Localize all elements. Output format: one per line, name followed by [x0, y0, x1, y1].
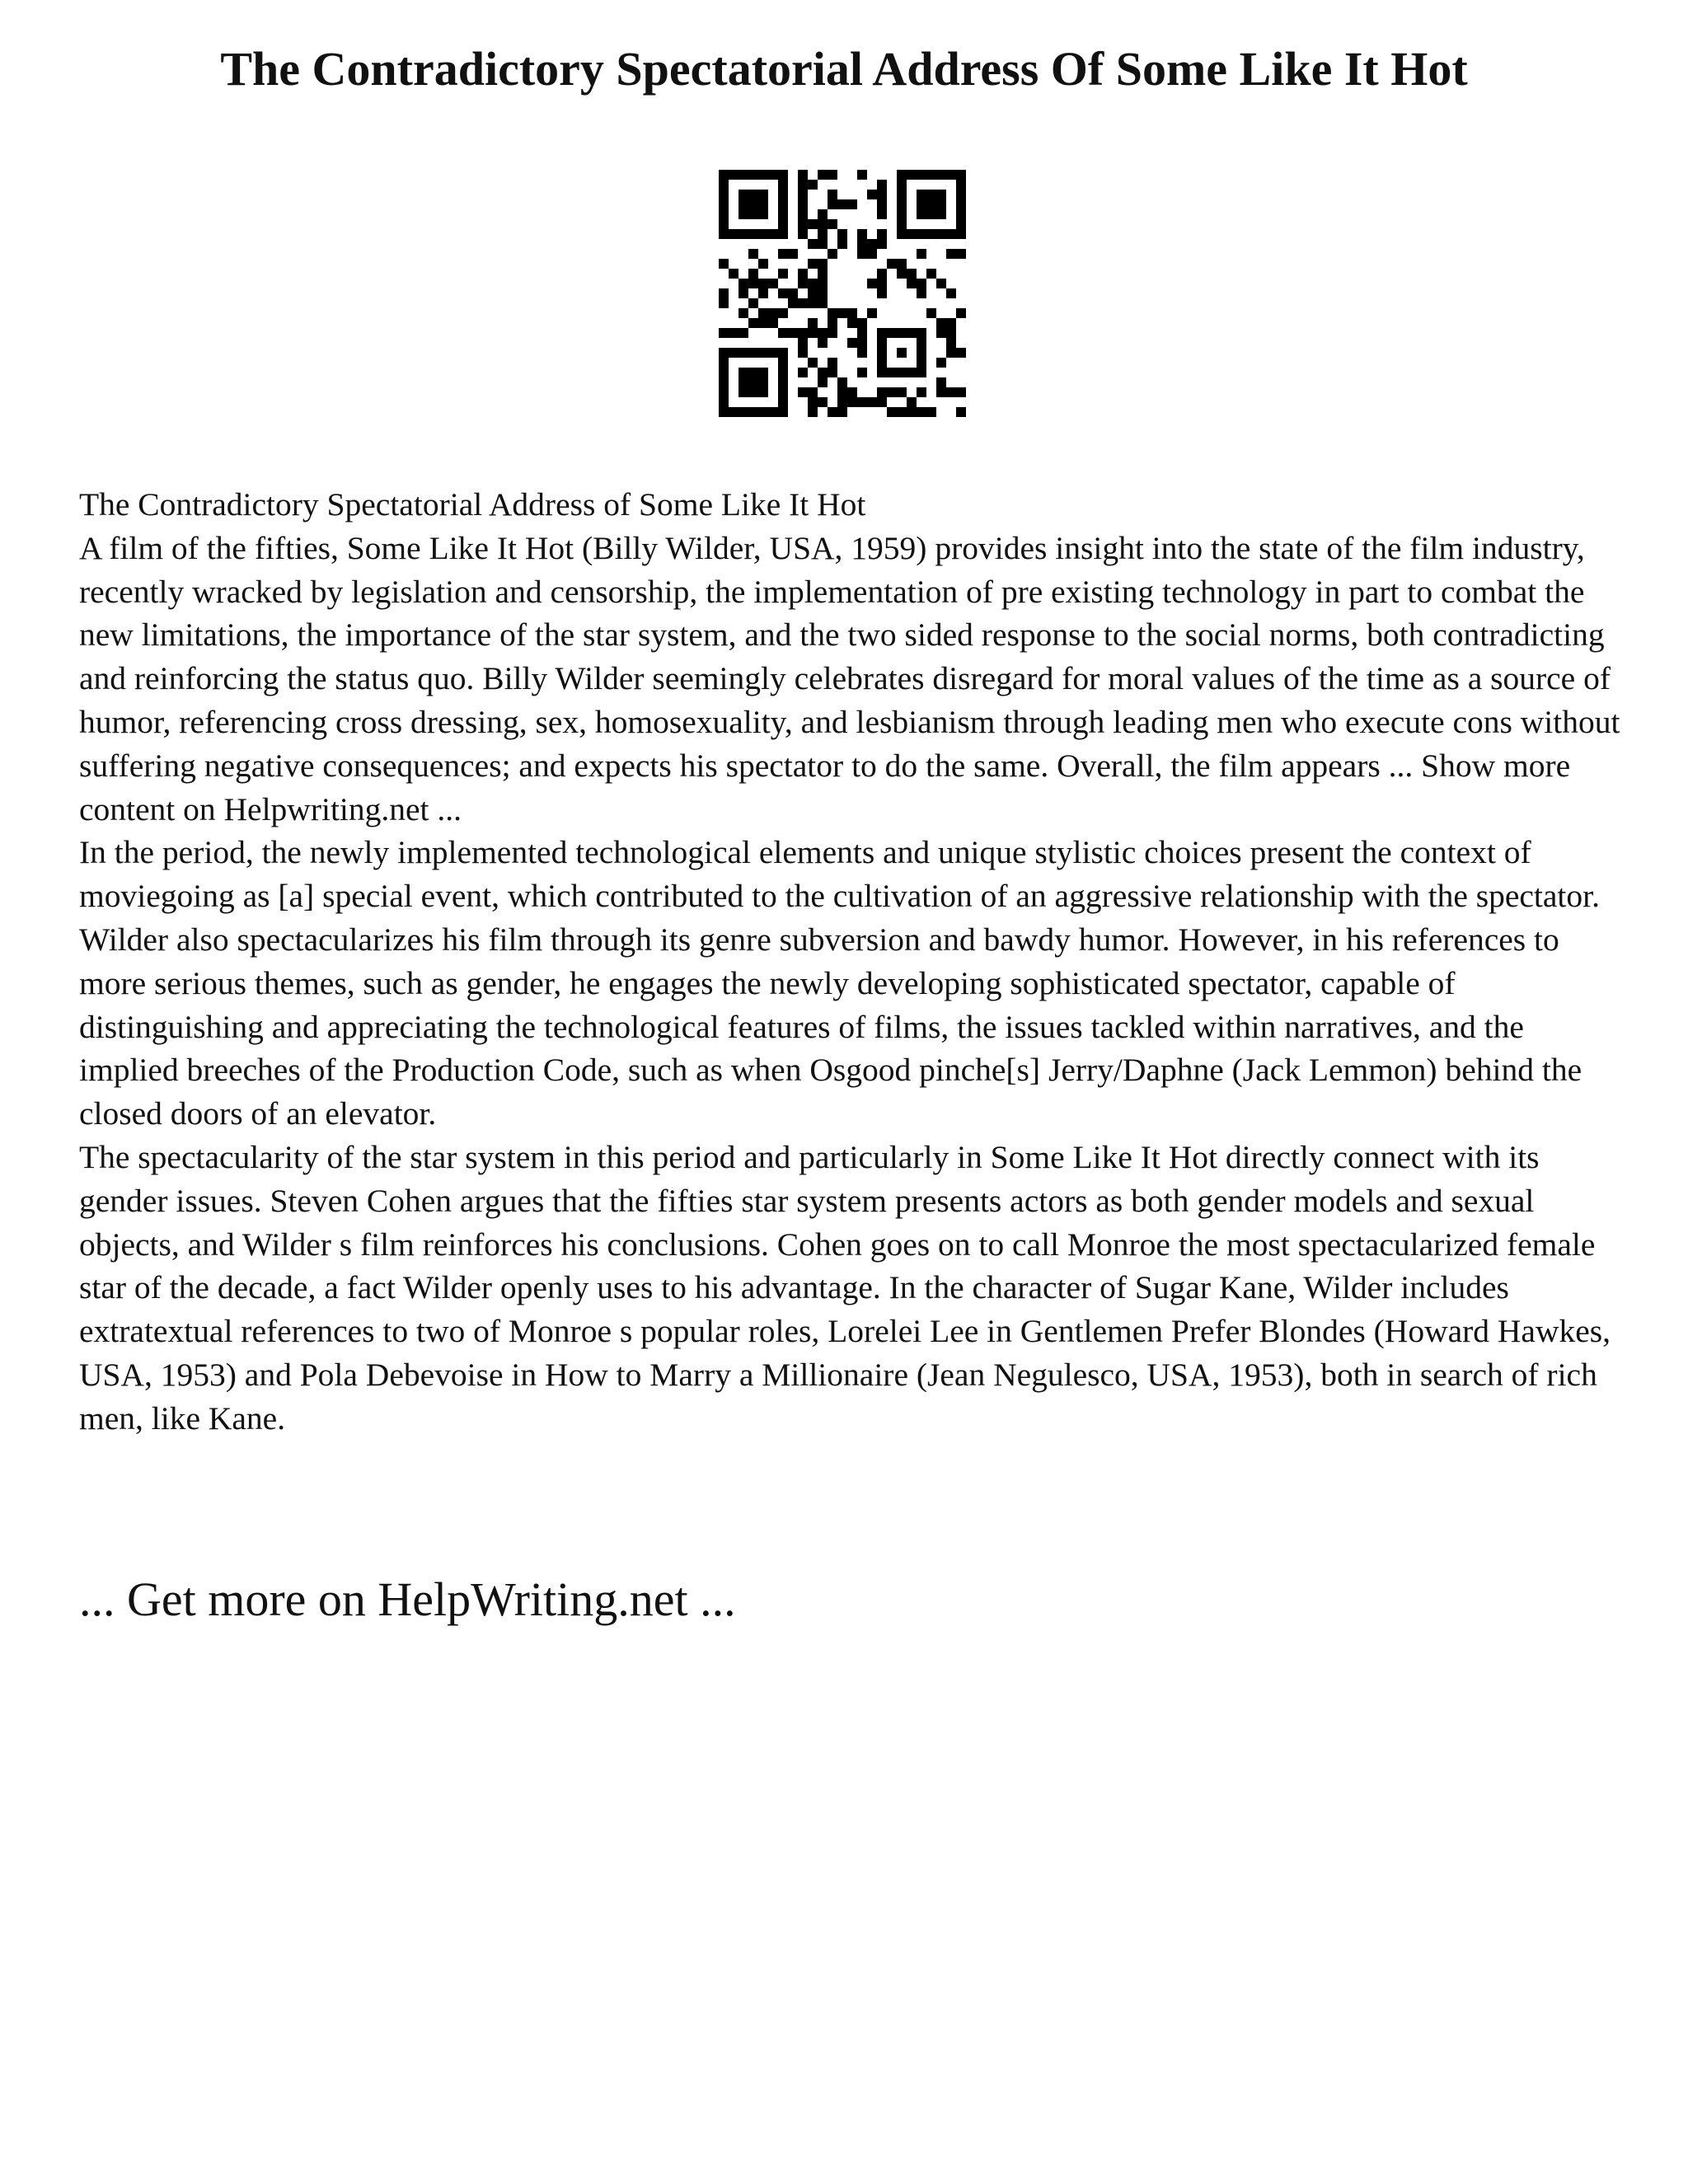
- qr-code-icon[interactable]: [719, 170, 966, 417]
- get-more-link[interactable]: ... Get more on HelpWriting.net ...: [79, 1572, 736, 1626]
- article-body: [79, 483, 1629, 1441]
- article-subtitle: The Contradictory Spectatorial Address of Some Like It Hot: [79, 486, 866, 523]
- article-paragraph: A film of the fifties, Some Like It Hot (Billy Wilder, USA, 1959) provides insight into the state of the film industry, recently wracked by legislation and censorship, the implementation of pre existing technology in part to combat the new limitations, the importance of the star system, and the two sided response to the social norms, both contradicting and reinforcing the status quo. Billy Wilder seemingly celebrates disregard for moral values of the time as a source of humor, referencing cross dressing, sex, homosexuality, and lesbianism through leading men who execute cons without suffering negative consequences; and expects his spectator to do the same. Overall, the film appears ... Show more content on Helpwriting.net ...: [79, 529, 1620, 827]
- article-paragraph: In the period, the newly implemented technological elements and unique stylistic choices present the context of moviegoing as [a] special event, which contributed to the cultivation of an aggressive relationship with the spectator. Wilder also spectacularizes his film through its genre subversion and bawdy humor. However, in his references to more serious themes, such as gender, he engages the newly developing sophisticated spectator, capable of distinguishing and appreciating the technological features of films, the issues tackled within narratives, and the implied breeches of the Production Code, such as when Osgood pinche[s] Jerry/Daphne (Jack Lemmon) behind the closed doors of an elevator.: [79, 834, 1601, 1132]
- article-paragraph: The spectacularity of the star system in this period and particularly in Some Like It Hot directly connect with its gender issues. Steven Cohen argues that the fifties star system presents actors as both gender models and sexual objects, and Wilder s film reinforces his conclusions. Cohen goes on to call Monroe the most spectacularized female star of the decade, a fact Wilder openly uses to his advantage. In the character of Sugar Kane, Wilder includes extratextual references to two of Monroe s popular roles, Lorelei Lee in Gentlemen Prefer Blondes (Howard Hawkes, USA, 1953) and Pola Debevoise in How to Marry a Millionaire (Jean Negulesco, USA, 1953), both in search of rich men, like Kane.: [79, 1138, 1611, 1436]
- document-title: The Contradictory Spectatorial Address Of Some Like It Hot: [220, 42, 1468, 96]
